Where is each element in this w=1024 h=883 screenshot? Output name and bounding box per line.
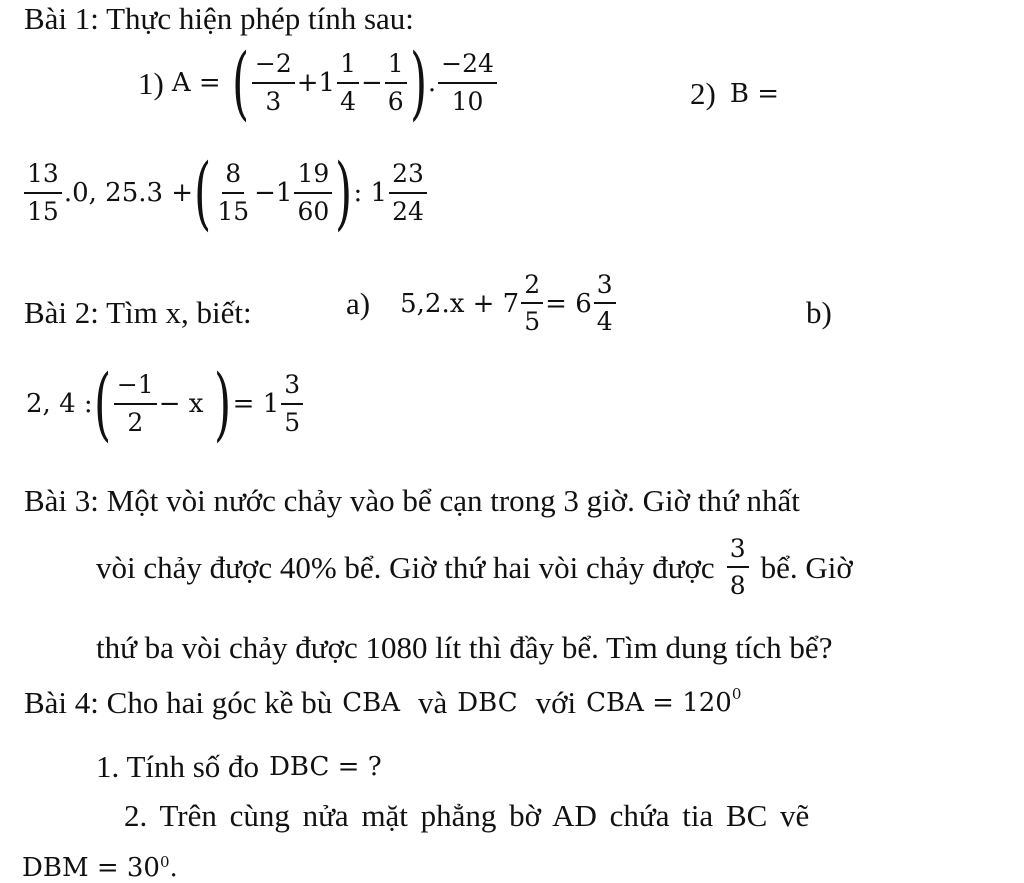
mixed-whole: 1 — [275, 178, 293, 208]
bai1-problem2-expression — [22, 146, 429, 239]
fraction: $\frac{13}{15}$ — [24, 161, 62, 225]
p2-lhs: B = — [729, 78, 779, 109]
b-mid: − x — [158, 389, 204, 419]
plus-sign: + — [296, 68, 319, 98]
degree-sup: 0 — [159, 853, 170, 871]
fraction: $\frac{1}{6}$ — [385, 51, 407, 115]
bai2-part-b — [26, 357, 305, 450]
paren-open: ( — [231, 36, 249, 129]
paren-close: ) — [214, 357, 232, 450]
fraction: $\frac{23}{24}$ — [389, 161, 427, 225]
b-equals: = 1 — [232, 389, 280, 419]
fraction: $\frac{-24}{10}$ — [438, 51, 497, 115]
bai3-line3: thứ ba vòi chảy được 1080 lít thì đầy bể. Tìm dung tích bể? — [96, 630, 833, 665]
angle-cba: CBA — [342, 687, 401, 718]
fraction: $\frac{8}{15}$ — [217, 159, 250, 226]
bai2-part-a — [346, 272, 618, 336]
fraction: $\frac{1}{4}$ — [337, 51, 359, 115]
bai4-text: Bài 4: Cho hai góc kề bù — [24, 685, 333, 720]
minus-sign: − — [360, 68, 383, 98]
fraction: $\frac{-1}{2}$ — [114, 372, 157, 436]
fraction: $\frac{-2}{3}$ — [252, 51, 295, 115]
paren-open: ( — [93, 357, 111, 450]
p1-lhs: A = — [171, 68, 221, 98]
minus-sign: − — [254, 178, 276, 208]
bai4-line1 — [24, 687, 741, 718]
bai4-q1 — [96, 751, 382, 782]
bai1-heading: Bài 1: Thực hiện phép tính sau: — [24, 1, 414, 36]
paren-close: ) — [409, 36, 427, 129]
b-lhs: 2, 4 : — [26, 389, 93, 419]
bai2-heading: Bài 2: Tìm x, biết: — [24, 295, 252, 330]
p2-mid: .0, 25.3 + — [63, 178, 194, 208]
word-va: và — [418, 685, 448, 720]
bai4-q2-expr — [22, 855, 178, 881]
bai3-line1: Bài 3: Một vòi nước chảy vào bể cạn trong 3 giờ. Giờ thứ nhất — [24, 483, 800, 518]
bai4-q2: 2. Trên cùng nửa mặt phẳng bờ AD chứa tia BC vẽ — [124, 798, 810, 833]
degree-sup: 0 — [731, 685, 742, 703]
fraction: $\frac{3}{5}$ — [281, 372, 303, 436]
word-voi: với — [535, 685, 577, 720]
p2-label: 2) — [690, 76, 716, 111]
fraction: $\frac{3}{4}$ — [594, 272, 616, 336]
bai3-line2 — [96, 536, 853, 600]
equation-cba: CBA = 120 — [586, 687, 732, 718]
p1-label: 1) — [138, 65, 164, 101]
bai3-line2-tail: bể. Giờ — [760, 550, 853, 586]
q1-expr: DBC = ? — [269, 751, 382, 782]
paren-close: ) — [335, 146, 353, 239]
fraction: $\frac{3}{8}$ — [727, 536, 749, 600]
q1-label: 1. Tính số đo — [96, 749, 260, 784]
angle-dbc: DBC — [457, 687, 518, 718]
a-lhs: 5,2.x + 7 — [400, 288, 520, 319]
mixed-whole: 1 — [318, 68, 336, 98]
fraction: $\frac{19}{60}$ — [294, 161, 332, 225]
period: . — [169, 853, 178, 883]
div-operator: : 1 — [353, 178, 388, 208]
bai1-problem1 — [138, 36, 499, 129]
dbm-equation: DBM = 30 — [22, 853, 160, 883]
bai1-problem2-label — [690, 78, 779, 109]
b-label: b) — [806, 295, 832, 330]
a-equals: = 6 — [545, 288, 592, 319]
bai3-line2-text: vòi chảy được 40% bể. Giờ thứ hai vòi chảy được — [96, 550, 715, 586]
fraction: $\frac{2}{5}$ — [521, 272, 543, 336]
dot-operator: . — [427, 68, 437, 98]
a-label: a) — [346, 286, 371, 322]
paren-open: ( — [194, 146, 212, 239]
